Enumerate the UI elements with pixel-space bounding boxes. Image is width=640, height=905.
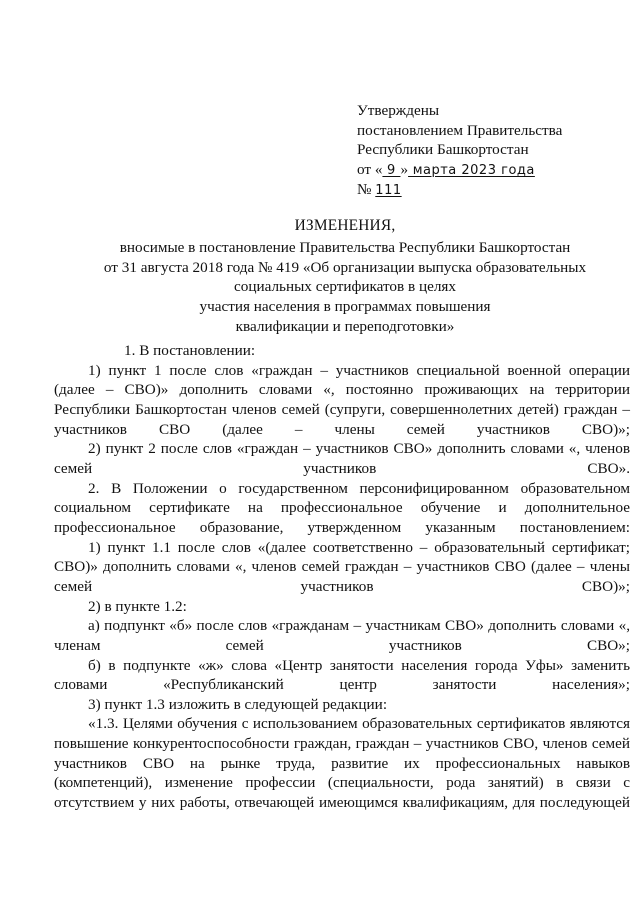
date-mid: » bbox=[400, 160, 409, 178]
paragraph-1-3-text: «1.3. Целями обучения с использованием образовательных сертификатов являются повышение конкурентоспособности граждан, граждан – участников СВО, членов семей участников СВО на рынке труда, развитие их профессиональных навыков (компетенций), изменение профессии (специальности, рода занятий) в связи с отсутствием у них работы, отвечающей имеющимся квалификациям, для последующей bbox=[54, 715, 630, 812]
title-line-1: вносимые в постановление Правительства Республики Башкортостан bbox=[119, 238, 571, 256]
approval-number-line bbox=[357, 180, 562, 201]
date-month-year: марта 2023 года bbox=[408, 162, 535, 178]
paragraph-2-3: 3) пункт 1.3 изложить в следующей редакции: bbox=[88, 695, 388, 713]
paragraph-1-2: 2) пункт 2 после слов «граждан – участников СВО» дополнить словами «, членов семей участников СВО». bbox=[54, 440, 630, 477]
approval-line-3: Республики Башкортостан bbox=[357, 141, 529, 158]
paragraph-2-1: 1) пункт 1.1 после слов «(далее соответственно – образовательный сертификат; СВО)» дополнить словами «, членов семей граждан – участников СВО (далее – члены семей участников СВО)»; bbox=[54, 538, 630, 595]
title-line-3: социальных сертификатов в целях bbox=[234, 278, 456, 296]
number-prefix: № bbox=[357, 181, 372, 198]
paragraph-2-2-a: а) подпункт «б» после слов «гражданам – участникам СВО» дополнить словами «, членам семей участников СВО»; bbox=[54, 617, 630, 654]
approval-stamp bbox=[357, 101, 562, 201]
number-value: 111 bbox=[375, 183, 402, 198]
approval-date-line bbox=[357, 160, 562, 181]
document-title bbox=[60, 216, 630, 337]
paragraph-2-2-b: б) в подпункте «ж» слова «Центр занятости населения города Уфы» заменить словами «Республиканский центр занятости населения»; bbox=[54, 656, 630, 694]
paragraph-1: 1. В постановлении: bbox=[124, 342, 256, 359]
title-line-2: от 31 августа 2018 года № 419 «Об организации выпуска образовательных bbox=[103, 258, 587, 276]
paragraph-2-2: 2) в пункте 1.2: bbox=[88, 597, 187, 615]
approval-line-1: Утверждены bbox=[357, 102, 440, 119]
title-heading: ИЗМЕНЕНИЯ, bbox=[294, 217, 396, 234]
document-body bbox=[54, 341, 630, 813]
date-day: 9 bbox=[382, 162, 401, 178]
paragraph-2: 2. В Положении о государственном персонифицированном образовательном социальном сертификате на профессиональное обучение и дополнительное профессиональное образование, утвержденном указанным постановлением: bbox=[54, 479, 630, 536]
approval-line-2: постановлением Правительства bbox=[357, 121, 563, 139]
title-line-5: квалификации и переподготовки» bbox=[235, 317, 455, 335]
paragraph-1-1: 1) пункт 1 после слов «граждан – участников специальной военной операции (далее – СВО)» дополнить словами «, постоянно проживающих на территории Республики Башкортостан членов семей (супруги, совершеннолетних детей) граждан – участников СВО (далее – члены семей участников СВО)»; bbox=[54, 361, 630, 438]
title-line-4: участия населения в программах повышения bbox=[199, 298, 491, 316]
date-prefix: от « bbox=[357, 160, 383, 178]
